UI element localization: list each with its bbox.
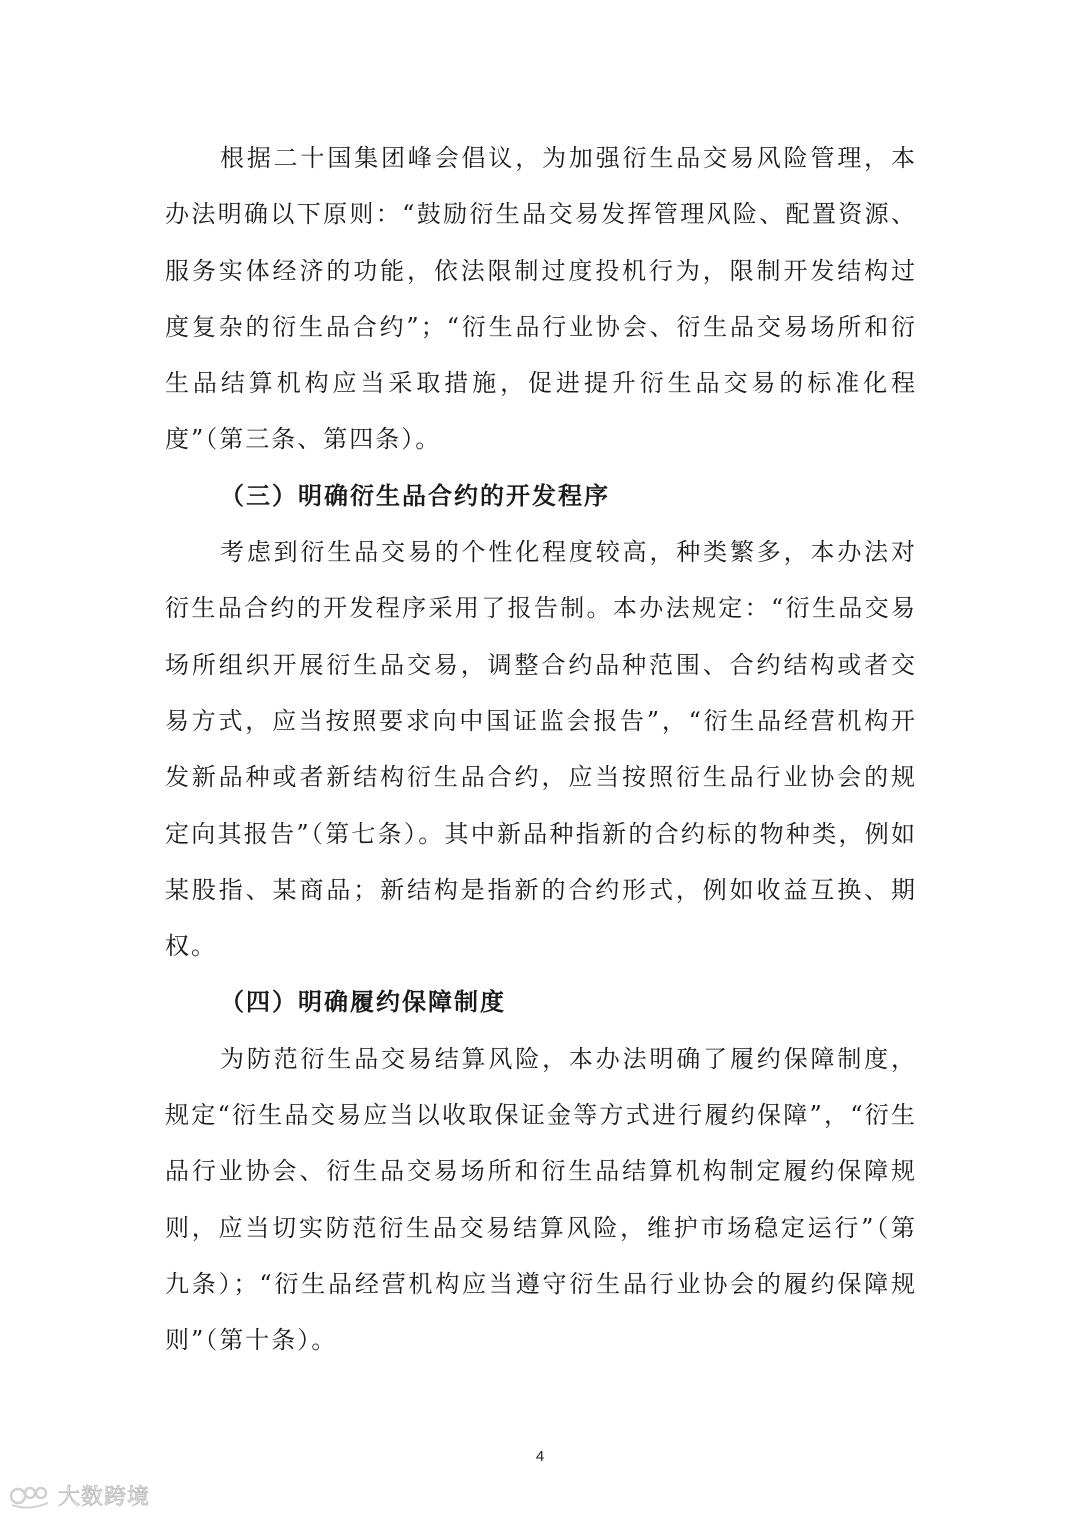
logo-icon [8,1481,52,1511]
paragraph-performance-guarantee: 为防范衍生品交易结算风险，本办法明确了履约保障制度，规定“衍生品交易应当以收取保证金等方式进行履约保障”，“衍生品行业协会、衍生品交易场所和衍生品结算机构制定履约保障规则，应当切实防范衍生品交易结算风险，维护市场稳定运行”（第九条）；“衍生品经营机构应当遵守衍生品行业协会的履约保障规则”（第十条）。 [165,1044,917,1355]
section-heading-3: （三）明确衍生品合约的开发程序 [220,481,610,510]
section-heading-4: （四）明确履约保障制度 [220,988,506,1017]
paragraph-principles: 根据二十国集团峰会倡议，为加强衍生品交易风险管理，本办法明确以下原则：“鼓励衍生品交易发挥管理风险、配置资源、服务实体经济的功能，依法限制过度投机行为，限制开发结构过度复杂的衍生品合约”；“衍生品行业协会、衍生品交易场所和衍生品结算机构应当采取措施，促进提升衍生品交易的标准化程度”（第三条、第四条）。 [165,144,917,454]
paragraph-contract-development: 考虑到衍生品交易的个性化程度较高，种类繁多，本办法对衍生品合约的开发程序采用了报告制。本办法规定：“衍生品交易场所组织开展衍生品交易，调整合约品种范围、合约结构或者交易方式，应当按照要求向中国证监会报告”，“衍生品经营机构开发新品种或者新结构衍生品合约，应当按照衍生品行业协会的规定向其报告”（第七条）。其中新品种指新的合约标的物种类，例如某股指、某商品；新结构是指新的合约形式，例如收益互换、期权。 [165,538,917,961]
watermark [8,1480,150,1511]
page-number: 4 [535,1448,545,1465]
document-body [165,130,917,1369]
watermark-text: 大数跨境 [58,1485,151,1510]
